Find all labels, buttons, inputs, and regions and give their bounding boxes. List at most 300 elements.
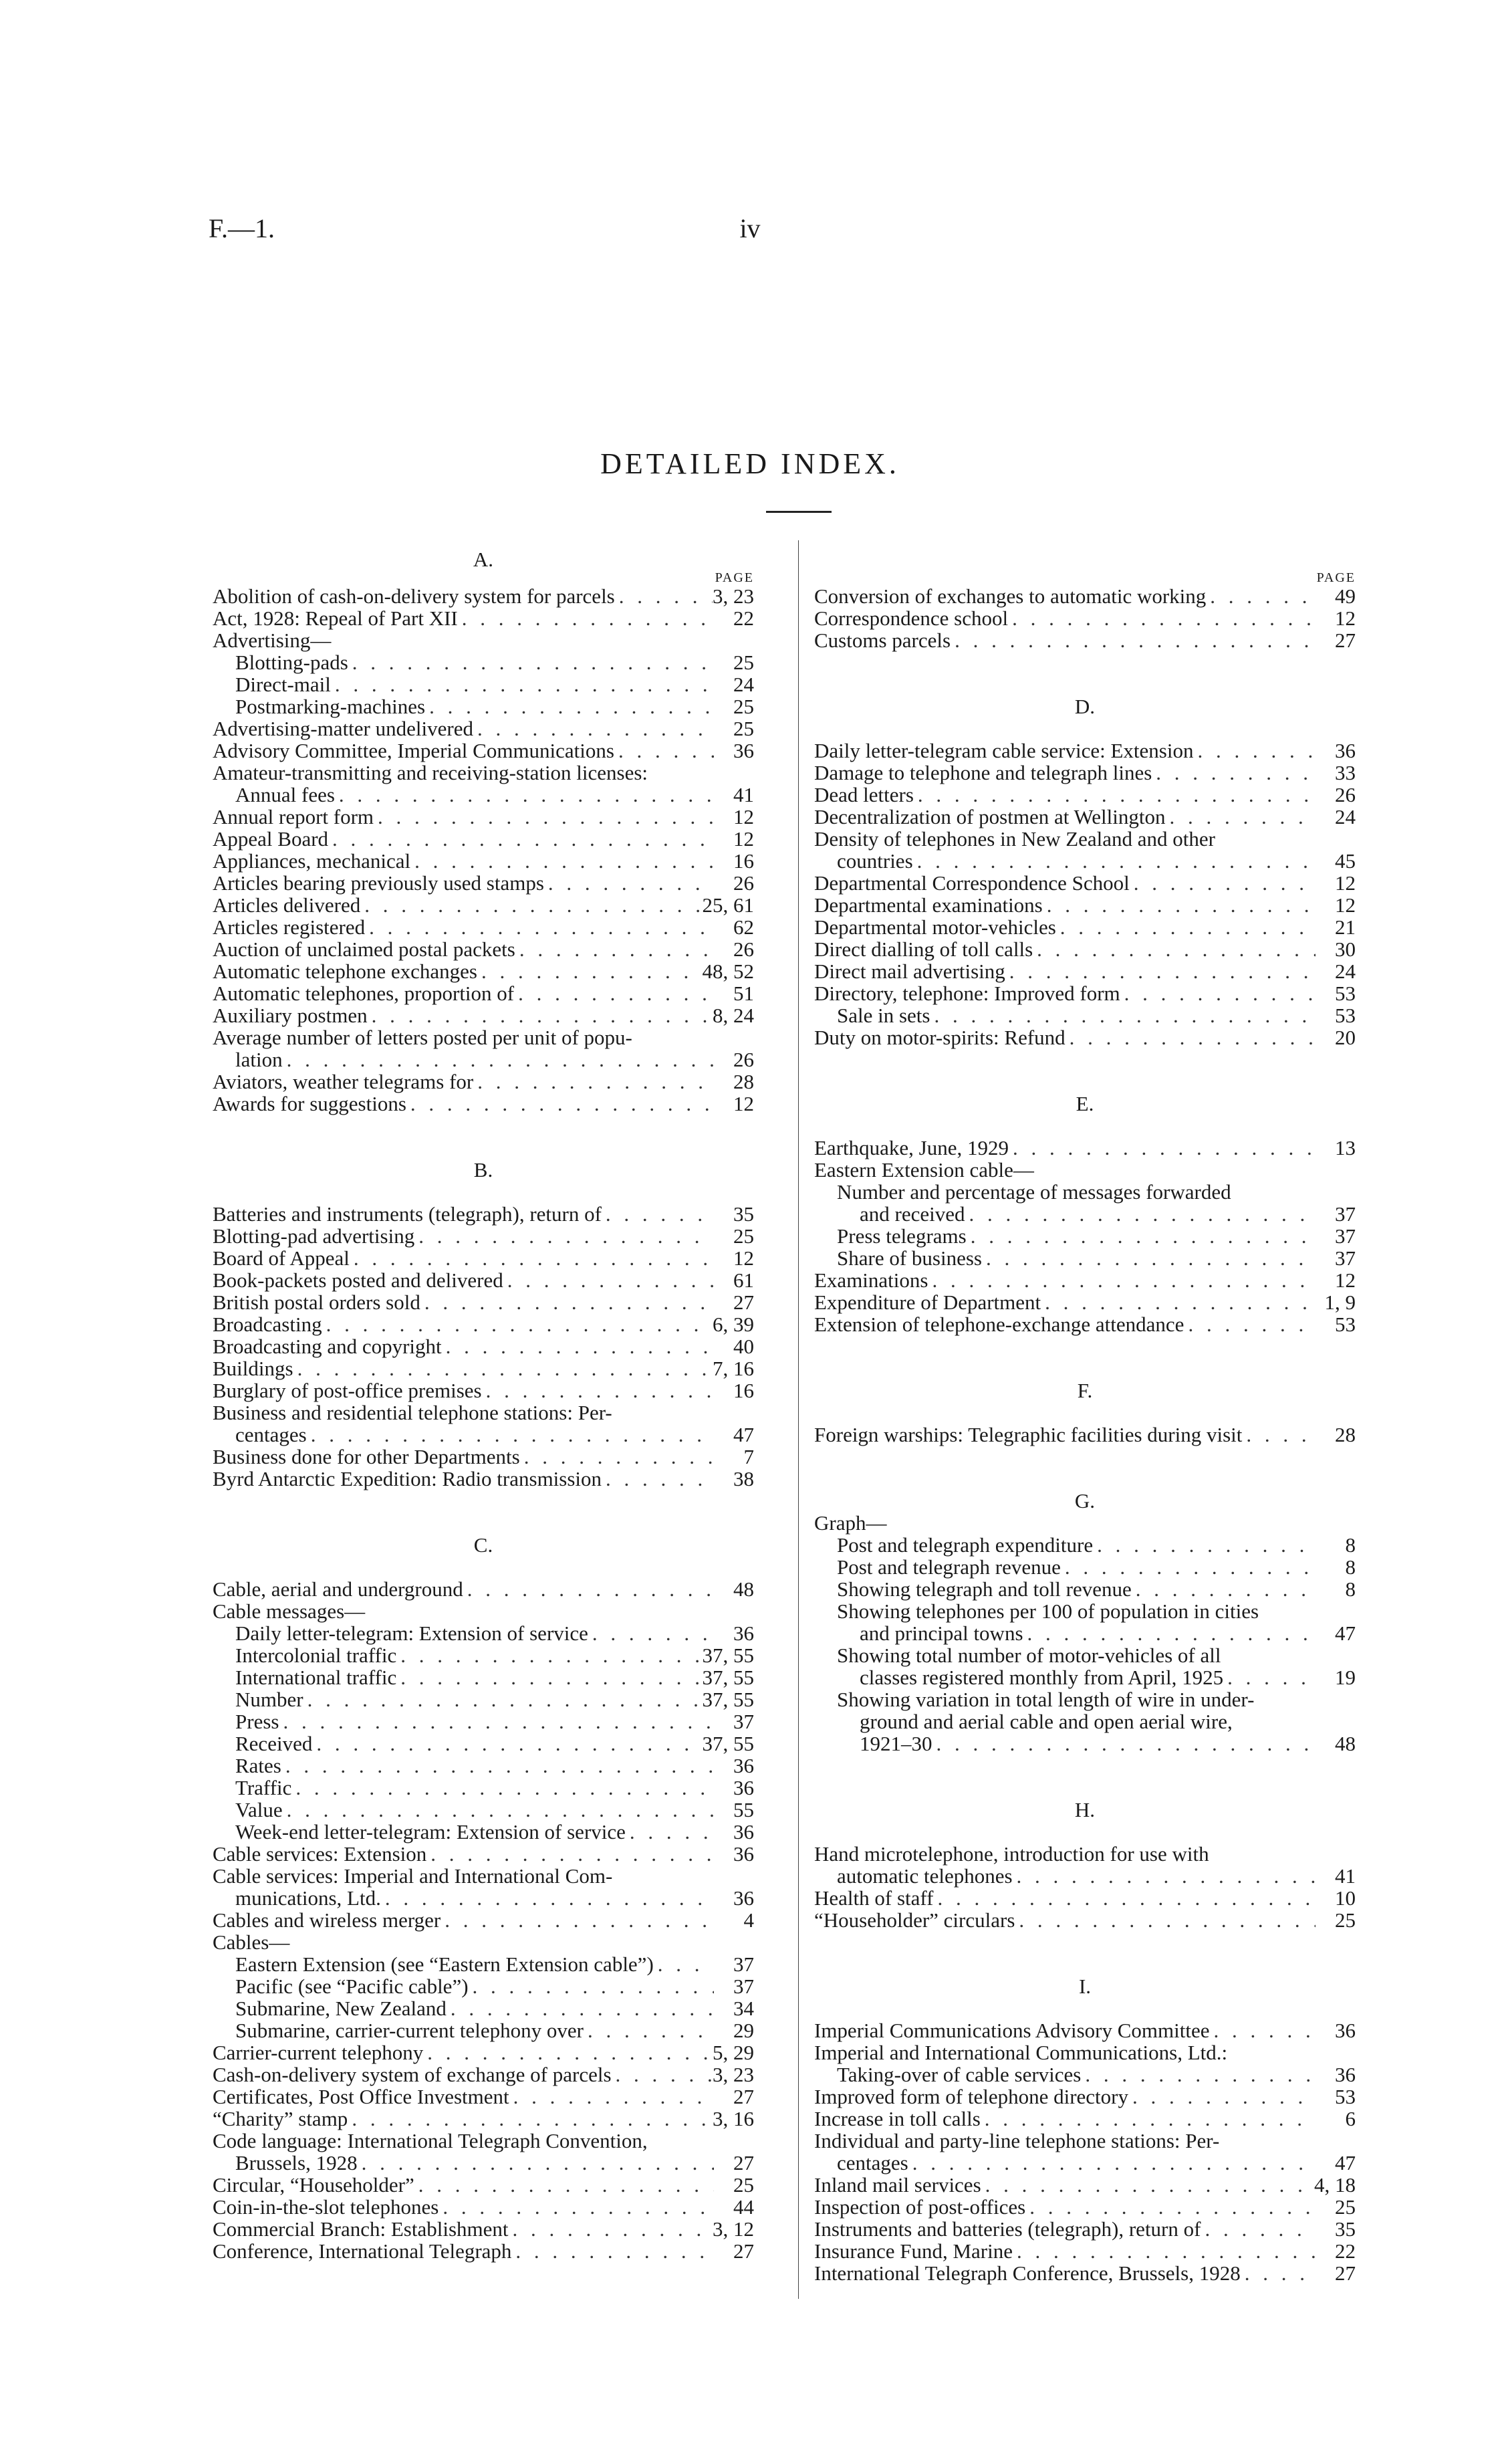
index-entry (213, 938, 754, 960)
entry-page-ref: 37 (1335, 1246, 1356, 1270)
entry-page-ref: 47 (1335, 1621, 1356, 1645)
entry-page-ref: 12 (733, 1246, 754, 1270)
section-gap (814, 1931, 1356, 1975)
leader-dots (473, 717, 714, 740)
entry-page-ref: 4, 18 (1314, 2173, 1356, 2197)
entry-page-ref: 12 (1335, 1268, 1356, 1292)
entry-page-ref: 16 (733, 1379, 754, 1402)
leader-dots (1023, 1622, 1316, 1644)
index-entry (213, 1357, 754, 1379)
leader-dots (1128, 2086, 1316, 2108)
leader-dots (932, 1732, 1316, 1755)
index-subheading: Imperial and International Communications, Ltd.: (814, 2041, 1228, 2064)
index-entry (213, 1335, 754, 1357)
leader-dots (914, 784, 1316, 806)
index-subheading: ground and aerial cable and open aerial wire, (860, 1710, 1233, 1733)
entry-page-ref: 36 (733, 1754, 754, 1777)
blank-line (814, 1402, 1356, 1424)
leader-dots (602, 1203, 714, 1225)
entry-title: Directory, telephone: Improved form (814, 982, 1120, 1005)
index-entry (213, 960, 754, 982)
entry-title: Postmarking-machines (235, 695, 426, 718)
index-subheading: Graph— (814, 1511, 887, 1535)
leader-dots (350, 1247, 714, 1269)
leader-dots (928, 1269, 1316, 1291)
entry-page-ref: 25 (1335, 1908, 1356, 1932)
entry-title: Abolition of cash-on-delivery system for parcels (213, 584, 615, 608)
section-gap (814, 651, 1356, 695)
index-entry (814, 1137, 1356, 1159)
section-heading-c: C. (473, 1533, 493, 1557)
entry-page-ref: 5, 29 (713, 2041, 754, 2064)
index-entry (213, 1093, 754, 1115)
index-entry (814, 2063, 1356, 2086)
entry-title: Cables and wireless merger (213, 1908, 441, 1932)
index-entry (814, 1865, 1356, 1887)
entry-page-ref: 55 (733, 1798, 754, 1821)
entry-title: Improved form of telephone directory (814, 2085, 1128, 2108)
entry-page-ref: 8 (1345, 1533, 1356, 1557)
entry-title: Post and telegraph expenditure (837, 1533, 1094, 1557)
leader-dots (414, 1225, 714, 1247)
entry-page-ref: 51 (733, 982, 754, 1005)
leader-dots (283, 1048, 714, 1071)
entry-title: Examinations (814, 1268, 928, 1292)
index-entry (213, 828, 754, 850)
entry-page-ref: 25 (733, 717, 754, 740)
page-title: DETAILED INDEX. (600, 447, 900, 480)
entry-title: Rates (235, 1754, 281, 1777)
entry-page-ref: 30 (1335, 937, 1356, 961)
entry-page-ref: 36 (733, 1886, 754, 1910)
index-entry (213, 1247, 754, 1269)
leader-dots (322, 1313, 713, 1335)
index-entry (213, 2019, 754, 2041)
index-entry (814, 1556, 1356, 1578)
index-entry (213, 740, 754, 762)
entry-title: Auction of unclaimed postal packets (213, 937, 515, 961)
index-entry (213, 1313, 754, 1335)
section-heading-b: B. (473, 1158, 493, 1182)
entry-title: Showing telegraph and toll revenue (837, 1577, 1132, 1601)
entry-page-ref: 3, 16 (713, 2107, 754, 2130)
entry-title: Advisory Committee, Imperial Communications (213, 739, 614, 762)
entry-page-ref: 36 (733, 739, 754, 762)
index-entry (213, 1622, 754, 1644)
entry-page-ref: 53 (1335, 1313, 1356, 1336)
index-entry (213, 1710, 754, 1732)
entry-title: Health of staff (814, 1886, 934, 1910)
entry-title: Daily letter-telegram: Extension of service (235, 1621, 588, 1645)
leader-dots (1093, 1534, 1316, 1556)
index-entry (814, 1424, 1356, 1446)
index-entry (213, 1953, 754, 1975)
entry-page-ref: 37, 55 (702, 1644, 754, 1667)
entry-page-ref: 22 (1335, 2239, 1356, 2263)
entry-page-ref: 62 (733, 915, 754, 939)
index-entry (213, 916, 754, 938)
entry-page-ref: 27 (733, 2239, 754, 2263)
index-entry (213, 651, 754, 673)
blank-line (814, 1821, 1356, 1843)
entry-title: Circular, “Householder” (213, 2173, 414, 2197)
leader-dots (1201, 2218, 1316, 2240)
index-entry (213, 1799, 754, 1821)
index-entry (213, 1291, 754, 1313)
entry-title: classes registered monthly from April, 1925 (860, 1666, 1224, 1689)
index-entry (213, 1777, 754, 1799)
index-subheading: Individual and party-line telephone stations: Per- (814, 2129, 1220, 2152)
entry-page-ref: 16 (733, 849, 754, 873)
leader-dots (602, 1468, 714, 1490)
entry-title: Press telegrams (837, 1224, 967, 1248)
entry-title: and received (860, 1202, 965, 1226)
index-subheading: Cable messages— (213, 1599, 366, 1623)
entry-title: Commercial Branch: Establishment (213, 2217, 509, 2241)
entry-page-ref: 49 (1335, 584, 1356, 608)
index-entry (213, 1975, 754, 1997)
leader-dots (410, 850, 714, 872)
entry-page-ref: 21 (1335, 915, 1356, 939)
column-divider (798, 540, 799, 2299)
entry-page-ref: 36 (733, 1776, 754, 1799)
index-entry (213, 717, 754, 740)
leader-dots (951, 629, 1316, 651)
entry-page-ref: 36 (1335, 2019, 1356, 2042)
entry-title: Brussels, 1928 (235, 2151, 358, 2174)
entry-page-ref: 48, 52 (702, 960, 754, 983)
leader-dots (1206, 585, 1316, 607)
index-entry (213, 1424, 754, 1446)
entry-page-ref: 27 (733, 1291, 754, 1314)
section-gap (814, 1755, 1356, 1799)
index-entry (814, 629, 1356, 651)
entry-title: Duty on motor-spirits: Refund (814, 1026, 1066, 1049)
entry-page-ref: 53 (1335, 1004, 1356, 1027)
entry-title: Direct dialling of toll calls (814, 937, 1033, 961)
entry-title: Advertising-matter undelivered (213, 717, 473, 740)
entry-title: Coin-in-the-slot telephones (213, 2195, 439, 2219)
leader-dots (654, 1953, 714, 1975)
index-subheading: Hand microtelephone, introduction for use with (814, 1842, 1209, 1866)
leader-dots (473, 1071, 714, 1093)
entry-page-ref: 25 (733, 1224, 754, 1248)
index-entry (213, 1203, 754, 1225)
section-heading-h: H. (1074, 1798, 1096, 1821)
page-number: iv (739, 213, 761, 243)
leader-dots (1061, 1556, 1316, 1578)
index-entry (814, 2196, 1356, 2218)
index-entry (213, 1755, 754, 1777)
entry-page-ref: 36 (1335, 2063, 1356, 2086)
index-entry (213, 1997, 754, 2019)
entry-page-ref: 41 (733, 783, 754, 806)
index-entry (213, 1732, 754, 1755)
entry-title: Press (235, 1710, 279, 1733)
index-subheading: Average number of letters posted per unit of popu- (213, 1026, 632, 1049)
entry-title: lation (235, 1048, 283, 1071)
page-column-label: PAGE (715, 570, 754, 585)
leader-dots (447, 1997, 714, 2019)
entry-page-ref: 25 (733, 695, 754, 718)
index-entry (213, 806, 754, 828)
entry-page-ref: 26 (733, 871, 754, 895)
entry-title: International Telegraph Conference, Brussels, 1928 (814, 2261, 1241, 2285)
leader-dots (458, 607, 714, 629)
entry-title: Share of business (837, 1246, 982, 1270)
entry-page-ref: 20 (1335, 1026, 1356, 1049)
entry-title: Week-end letter-telegram: Extension of service (235, 1820, 626, 1843)
entry-title: Foreign warships: Telegraphic facilities during visit (814, 1423, 1243, 1446)
right-column (814, 548, 1356, 2284)
index-entry (213, 1446, 754, 1468)
leader-dots (1130, 872, 1316, 894)
index-entry (213, 1843, 754, 1865)
entry-title: Business done for other Departments (213, 1445, 520, 1468)
section-heading-f: F. (1077, 1379, 1093, 1402)
entry-page-ref: 37, 55 (702, 1666, 754, 1689)
entry-page-ref: 24 (733, 673, 754, 696)
leader-dots (511, 2240, 714, 2262)
entry-page-ref: 8, 24 (713, 1004, 754, 1027)
leader-dots (1242, 1424, 1316, 1446)
entry-title: Taking-over of cable services (837, 2063, 1082, 2086)
leader-dots (933, 1887, 1316, 1909)
leader-dots (439, 2196, 714, 2218)
leader-dots (584, 2019, 714, 2041)
entry-title: centages (235, 1423, 307, 1446)
entry-page-ref: 35 (733, 1202, 754, 1226)
section-heading-a: A. (473, 548, 494, 571)
entry-page-ref: 37 (733, 1952, 754, 1976)
entry-page-ref: 24 (1335, 805, 1356, 828)
entry-page-ref: 36 (733, 1820, 754, 1843)
index-entry (213, 2086, 754, 2108)
blank-line (814, 1115, 1356, 1137)
leader-dots (1132, 1578, 1316, 1600)
entry-page-ref: 12 (733, 1092, 754, 1115)
entry-title: Conference, International Telegraph (213, 2239, 512, 2263)
section-gap (213, 1115, 754, 1159)
entry-page-ref: 1, 9 (1324, 1291, 1356, 1314)
index-entry (213, 894, 754, 916)
entry-title: Instruments and batteries (telegraph), return of (814, 2217, 1201, 2241)
leader-dots (331, 673, 714, 695)
index-entry (814, 1313, 1356, 1335)
entry-page-ref: 37, 55 (702, 1732, 754, 1755)
index-entry (213, 1468, 754, 1490)
entry-title: Articles registered (213, 915, 366, 939)
index-entry (814, 1004, 1356, 1026)
entry-page-ref: 3, 12 (713, 2217, 754, 2241)
leader-dots (908, 2152, 1316, 2174)
entry-page-ref: 44 (733, 2195, 754, 2219)
entry-title: Damage to telephone and telegraph lines (814, 761, 1152, 784)
entry-title: Cable services: Extension (213, 1842, 427, 1866)
leader-dots (1241, 2262, 1316, 2284)
left-column (213, 548, 754, 2262)
entry-page-ref: 36 (1335, 739, 1356, 762)
leader-dots (520, 1446, 714, 1468)
leader-dots (1013, 1865, 1316, 1887)
index-entry (814, 1666, 1356, 1688)
entry-title: Pacific (see “Pacific cable”) (235, 1975, 469, 1998)
leader-dots (1056, 916, 1316, 938)
entry-title: Traffic (235, 1776, 292, 1799)
entry-page-ref: 25 (1335, 2195, 1356, 2219)
leader-dots (420, 1291, 714, 1313)
entry-title: Inland mail services (814, 2173, 981, 2197)
index-entry (814, 762, 1356, 784)
leader-dots (615, 585, 713, 607)
entry-title: Departmental examinations (814, 893, 1043, 917)
index-entry (814, 1203, 1356, 1225)
entry-title: Broadcasting and copyright (213, 1335, 442, 1358)
section-gap (814, 1446, 1356, 1490)
entry-title: Customs parcels (814, 629, 951, 652)
entry-page-ref: 53 (1335, 982, 1356, 1005)
index-entry (213, 695, 754, 717)
index-entry (814, 960, 1356, 982)
leader-dots (1005, 960, 1316, 982)
entry-page-ref: 7 (743, 1445, 754, 1468)
leader-dots (381, 1887, 714, 1909)
entry-page-ref: 6 (1345, 2107, 1356, 2130)
entry-page-ref: 36 (733, 1621, 754, 1645)
leader-dots (293, 1357, 713, 1379)
leader-dots (981, 2174, 1314, 2196)
entry-title: Value (235, 1798, 283, 1821)
leader-dots (281, 1755, 714, 1777)
entry-page-ref: 27 (1335, 629, 1356, 652)
entry-page-ref: 12 (1335, 871, 1356, 895)
entry-title: Intercolonial traffic (235, 1644, 397, 1667)
index-entry (814, 1534, 1356, 1556)
leader-dots (930, 1004, 1316, 1026)
entry-page-ref: 34 (733, 1997, 754, 2020)
entry-title: Submarine, New Zealand (235, 1997, 447, 2020)
leader-dots (1066, 1026, 1316, 1048)
index-entry (213, 1578, 754, 1600)
section-gap (814, 1335, 1356, 1379)
section-heading-d: D. (1074, 695, 1096, 718)
entry-page-ref: 12 (733, 805, 754, 828)
entry-title: “Charity” stamp (213, 2107, 348, 2130)
index-entry (213, 1821, 754, 1843)
entry-page-ref: 12 (1335, 606, 1356, 630)
entry-title: Inspection of post-offices (814, 2195, 1026, 2219)
index-subheading: Eastern Extension cable— (814, 1158, 1034, 1182)
entry-title: Blotting-pads (235, 651, 348, 674)
index-entry (213, 2196, 754, 2218)
entry-title: British postal orders sold (213, 1291, 420, 1314)
entry-page-ref: 27 (1335, 2261, 1356, 2285)
leader-dots (396, 1666, 702, 1688)
index-entry (213, 872, 754, 894)
index-entry (814, 1225, 1356, 1247)
leader-dots (514, 982, 714, 1004)
index-subheading: Cables— (213, 1930, 290, 1954)
entry-page-ref: 25, 61 (702, 893, 754, 917)
entry-title: Board of Appeal (213, 1246, 350, 1270)
leader-dots (1008, 607, 1316, 629)
entry-page-ref: 37 (1335, 1224, 1356, 1248)
entry-title: Appeal Board (213, 827, 329, 851)
entry-title: munications, Ltd. (235, 1886, 381, 1910)
leader-dots (1043, 894, 1316, 916)
entry-title: Auxiliary postmen (213, 1004, 368, 1027)
entry-page-ref: 27 (733, 2085, 754, 2108)
index-entry (814, 894, 1356, 916)
index-entry (814, 872, 1356, 894)
entry-title: Increase in toll calls (814, 2107, 981, 2130)
leader-dots (374, 806, 714, 828)
leader-dots (965, 1203, 1316, 1225)
entry-page-ref: 53 (1335, 2085, 1356, 2108)
index-subheading: Showing variation in total length of wire in under- (837, 1688, 1255, 1711)
index-entry (213, 1644, 754, 1666)
entry-page-ref: 28 (1335, 1423, 1356, 1446)
section-heading-g: G. (1074, 1489, 1096, 1513)
leader-dots (328, 828, 714, 850)
entry-title: Eastern Extension (see “Eastern Extension cable”) (235, 1952, 654, 1976)
entry-page-ref: 4 (743, 1908, 754, 1932)
leader-dots (348, 651, 714, 673)
leader-dots (396, 1644, 702, 1666)
index-entry (213, 2152, 754, 2174)
index-entry (814, 2262, 1356, 2284)
leader-dots (1013, 2240, 1316, 2262)
index-subheading: Advertising— (213, 629, 332, 652)
section-heading-i: I. (1078, 1975, 1092, 1998)
entry-title: Act, 1928: Repeal of Part XII (213, 606, 458, 630)
leader-dots (1120, 982, 1316, 1004)
leader-dots (360, 894, 702, 916)
entry-page-ref: 37, 55 (702, 1688, 754, 1711)
index-entry (213, 2218, 754, 2240)
leader-dots (426, 1843, 714, 1865)
leader-dots (283, 1799, 714, 1821)
section-heading-e: E. (1076, 1092, 1094, 1115)
entry-title: Annual report form (213, 805, 374, 828)
entry-page-ref: 45 (1335, 849, 1356, 873)
leader-dots (1009, 1137, 1316, 1159)
index-entry (814, 916, 1356, 938)
entry-page-ref: 26 (733, 937, 754, 961)
entry-title: International traffic (235, 1666, 397, 1689)
leader-dots (1041, 1291, 1316, 1313)
index-entry (213, 1887, 754, 1909)
entry-title: Departmental Correspondence School (814, 871, 1130, 895)
entry-page-ref: 13 (1335, 1136, 1356, 1159)
entry-title: Decentralization of postmen at Wellington (814, 805, 1166, 828)
entry-page-ref: 19 (1335, 1666, 1356, 1689)
entry-title: Buildings (213, 1357, 293, 1380)
entry-title: automatic telephones (837, 1864, 1013, 1888)
entry-page-ref: 48 (733, 1577, 754, 1601)
blank-line (213, 1556, 754, 1578)
leader-dots (414, 2174, 714, 2196)
index-subheading: Amateur-transmitting and receiving-station licenses: (213, 761, 648, 784)
entry-page-ref: 25 (733, 2173, 754, 2197)
entry-page-ref: 27 (733, 2151, 754, 2174)
leader-dots (441, 1909, 714, 1931)
index-entry (814, 585, 1356, 607)
index-entry (213, 2174, 754, 2196)
leader-dots (1152, 762, 1316, 784)
entry-page-ref: 3, 23 (713, 2063, 754, 2086)
entry-title: and principal towns (860, 1621, 1023, 1645)
